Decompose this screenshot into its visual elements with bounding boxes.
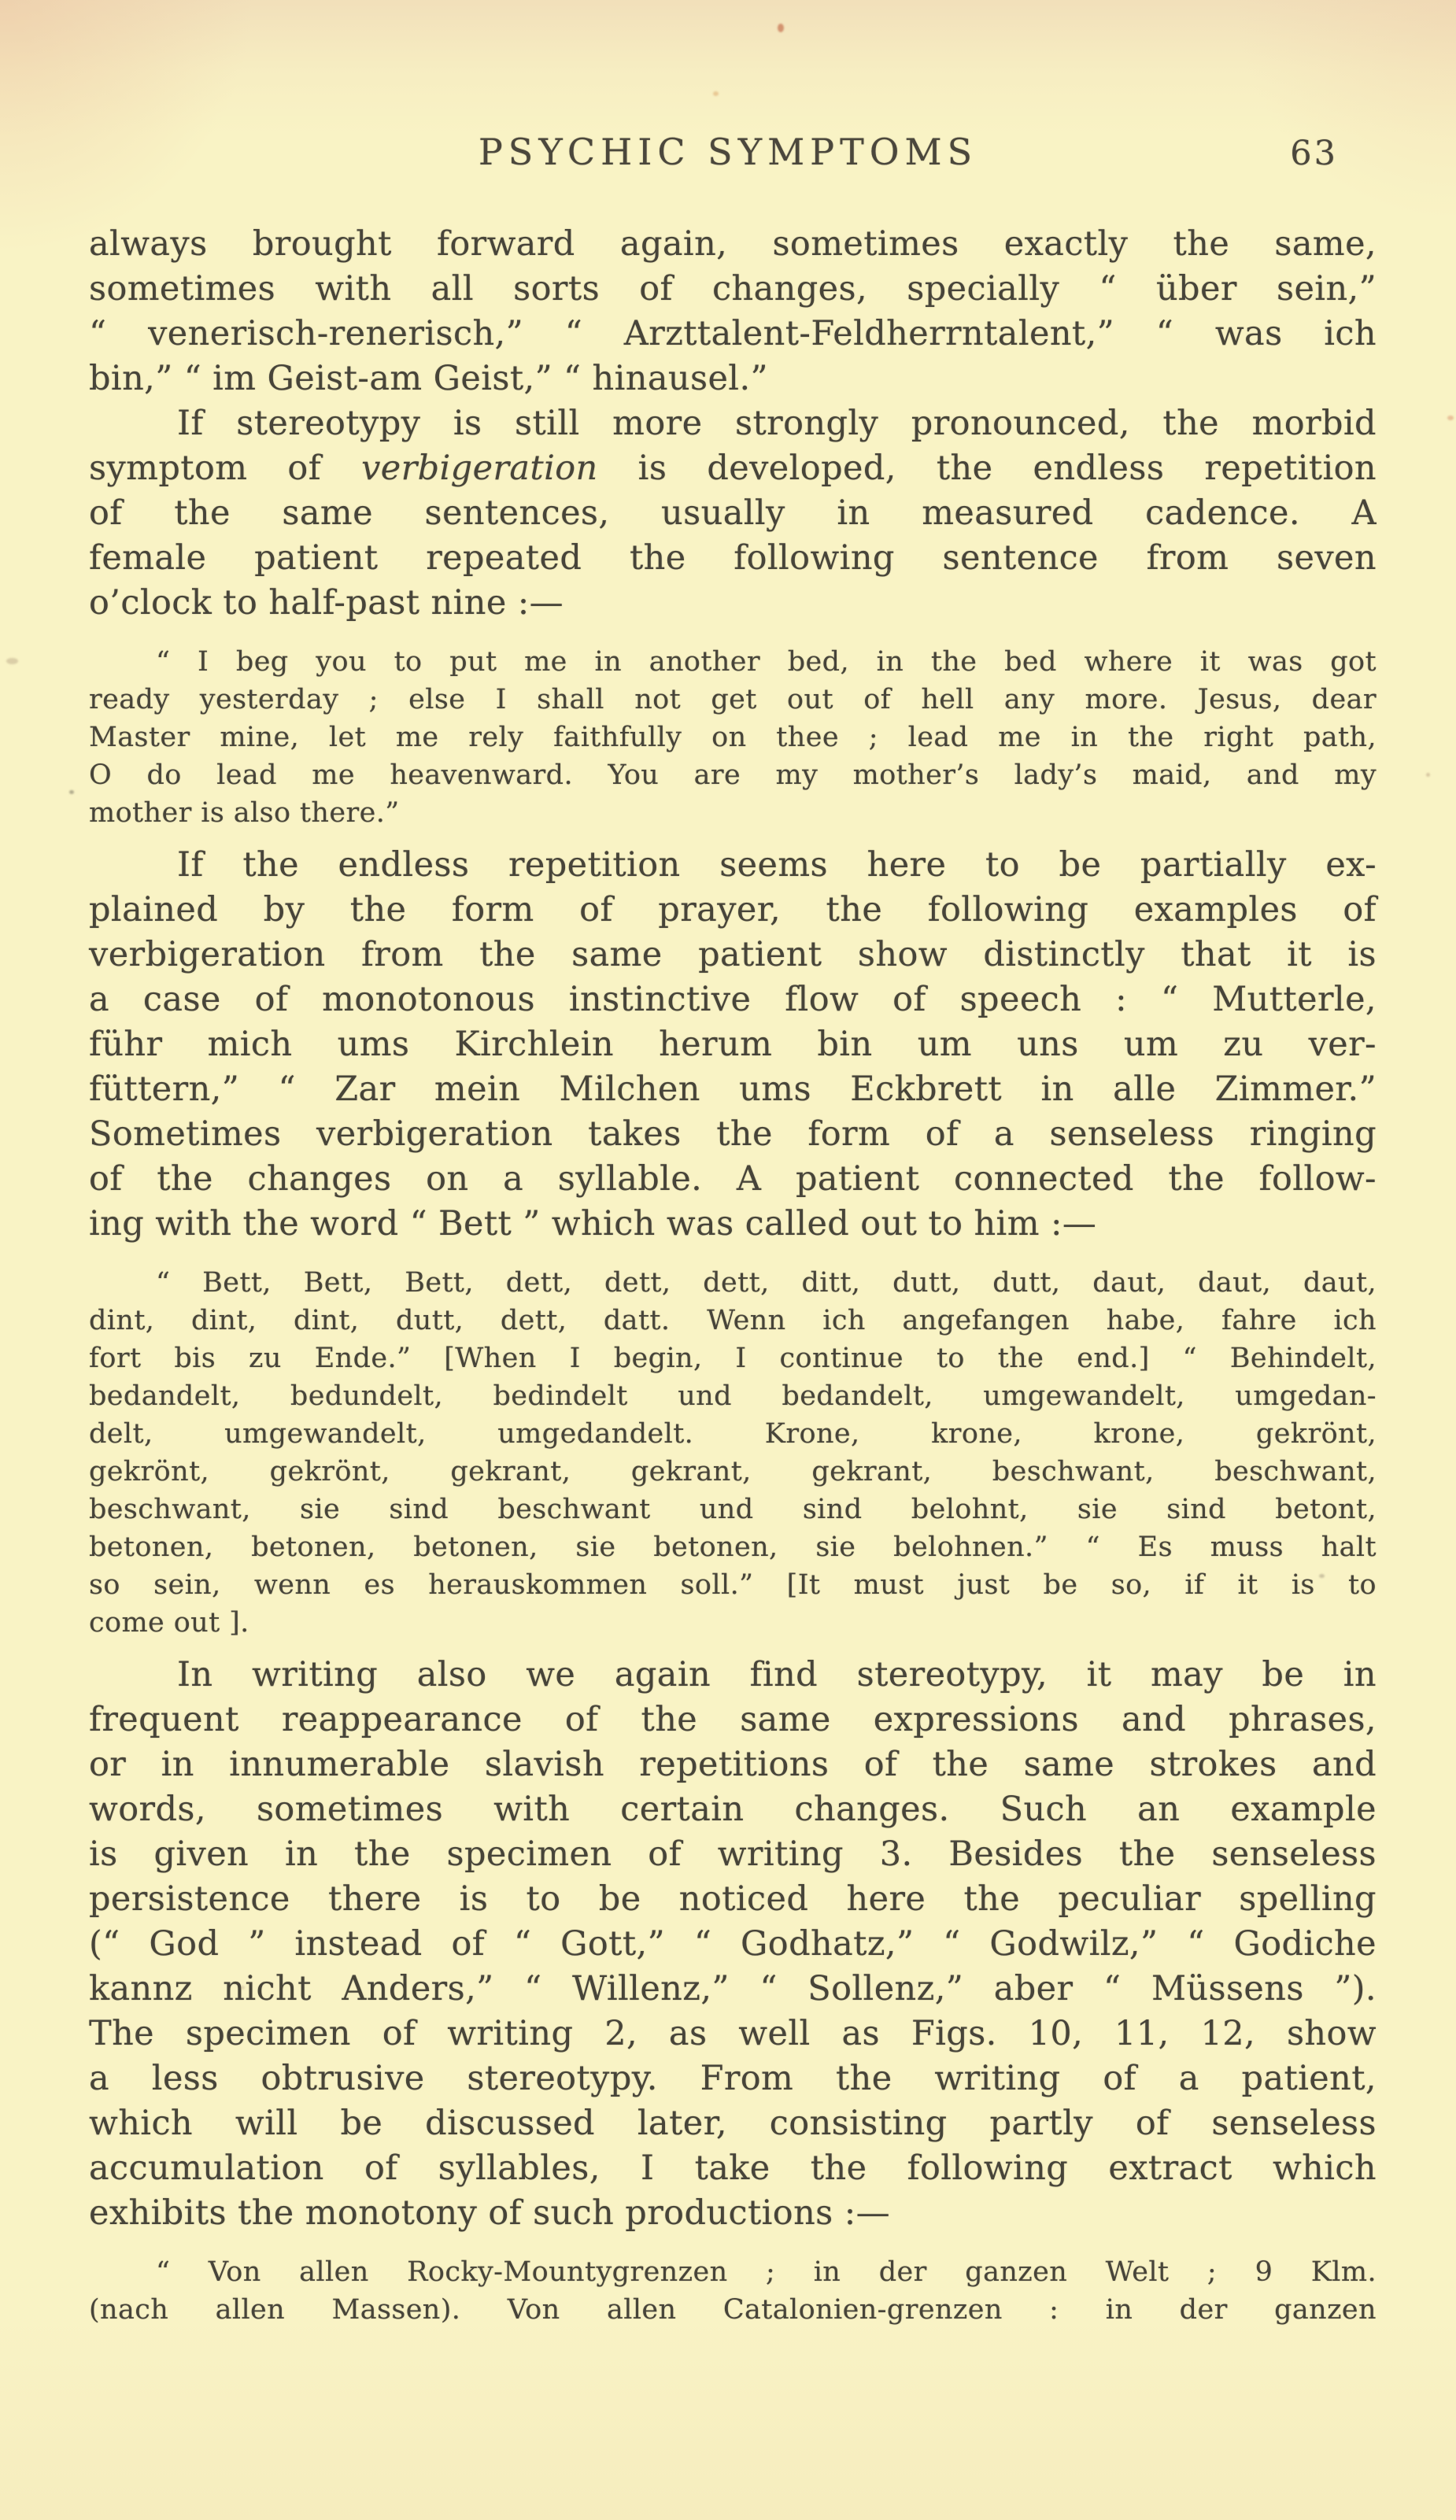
text-line: “ venerisch-renerisch,” “ Arzttalent-Feldherrntalent,” “ was ich bbox=[89, 314, 1377, 353]
text-line: betonen, betonen, betonen, sie betonen, sie belohnen.” “ Es muss halt bbox=[89, 1532, 1377, 1563]
paper-speck bbox=[1426, 773, 1430, 777]
paragraph bbox=[89, 643, 1377, 832]
text-line: If stereotypy is still more strongly pronounced, the morbid bbox=[177, 404, 1377, 443]
text-line: so sein, wenn es herauskommen soll.” [It must just be so, if it is to bbox=[89, 1569, 1377, 1601]
text-line: delt, umgewandelt, umgedandelt. Krone, krone, krone, gekrönt, bbox=[89, 1418, 1377, 1450]
paper-speck bbox=[69, 790, 74, 794]
page-number: 63 bbox=[1290, 134, 1338, 173]
text-line: female patient repeated the following sentence from seven bbox=[89, 538, 1377, 578]
text-line: a less obtrusive stereotypy. From the writing of a patient, bbox=[89, 2059, 1377, 2098]
paper-speck bbox=[1319, 1574, 1325, 1578]
text-line: beschwant, sie sind beschwant und sind belohnt, sie sind betont, bbox=[89, 1494, 1377, 1525]
text-line: The specimen of writing 2, as well as Figs. 10, 11, 12, show bbox=[89, 2014, 1377, 2053]
paper-speck bbox=[241, 1986, 245, 1990]
paper-speck bbox=[778, 24, 784, 32]
text-line: exhibits the monotony of such productions :— bbox=[89, 2193, 890, 2233]
text-line: gekrönt, gekrönt, gekrant, gekrant, gekrant, beschwant, beschwant, bbox=[89, 1456, 1377, 1487]
text-line: “ I beg you to put me in another bed, in the bed where it was got bbox=[156, 646, 1377, 678]
text-line: words, sometimes with certain changes. Such an example bbox=[89, 1790, 1377, 1829]
text-line: is given in the specimen of writing 3. Besides the senseless bbox=[89, 1835, 1377, 1874]
paper-speck bbox=[1447, 416, 1454, 420]
text-line: ready yesterday ; else I shall not get out of hell any more. Jesus, dear bbox=[89, 684, 1377, 715]
paper-speck bbox=[713, 91, 719, 96]
text-line: dint, dint, dint, dutt, dett, datt. Wenn ich angefangen habe, fahre ich bbox=[89, 1305, 1377, 1336]
text-line: o’clock to half-past nine :— bbox=[89, 583, 564, 623]
text-line: persistence there is to be noticed here the peculiar spelling bbox=[89, 1879, 1377, 1919]
text-line: “ Von allen Rocky-Mountygrenzen ; in der ganzen Welt ; 9 Klm. bbox=[156, 2256, 1377, 2288]
text-line: (nach allen Massen). Von allen Catalonien-grenzen : in der ganzen bbox=[89, 2294, 1377, 2326]
text-line: of the same sentences, usually in measured cadence. A bbox=[89, 493, 1377, 533]
running-title: PSYCHIC SYMPTOMS bbox=[478, 131, 978, 173]
text-line: come out ]. bbox=[89, 1607, 249, 1639]
text-line: which will be discussed later, consisting partly of senseless bbox=[89, 2104, 1377, 2143]
text-line: always brought forward again, sometimes exactly the same, bbox=[89, 224, 1377, 264]
paragraph bbox=[89, 1264, 1377, 1642]
text-line: füttern,” “ Zar mein Milchen ums Eckbrett in alle Zimmer.” bbox=[89, 1070, 1377, 1109]
italic-term: verbigeration bbox=[361, 449, 598, 488]
text-line: O do lead me heavenward. You are my mother’s lady’s maid, and my bbox=[89, 759, 1377, 791]
text-line: or in innumerable slavish repetitions of the same strokes and bbox=[89, 1745, 1377, 1784]
paragraph bbox=[89, 1653, 1377, 2236]
text-line: führ mich ums Kirchlein herum bin um uns um zu ver- bbox=[89, 1025, 1377, 1064]
text-line: mother is also there.” bbox=[89, 797, 400, 829]
text-line: sometimes with all sorts of changes, specially “ über sein,” bbox=[89, 269, 1377, 309]
text-line: Master mine, let me rely faithfully on thee ; lead me in the right path, bbox=[89, 722, 1377, 753]
text-line: kannz nicht Anders,” “ Willenz,” “ Sollenz,” aber “ Müssens ”). bbox=[89, 1969, 1377, 2008]
text-line: Sometimes verbigeration takes the form of a senseless ringing bbox=[89, 1114, 1377, 1154]
text-line: bedandelt, bedundelt, bedindelt und bedandelt, umgewandelt, umgedan- bbox=[89, 1380, 1377, 1412]
text-line: In writing also we again find stereotypy, it may be in bbox=[177, 1655, 1377, 1694]
paper-speck bbox=[6, 658, 18, 664]
text-line: bin,” “ im Geist-am Geist,” “ hinausel.” bbox=[89, 359, 768, 398]
paragraph bbox=[89, 843, 1377, 1247]
text-line: of the changes on a syllable. A patient connected the follow- bbox=[89, 1159, 1377, 1199]
text-line: accumulation of syllables, I take the following extract which bbox=[89, 2149, 1377, 2188]
paragraph bbox=[89, 222, 1377, 401]
text-line: ing with the word “ Bett ” which was called out to him :— bbox=[89, 1204, 1097, 1243]
text-line: plained by the form of prayer, the following examples of bbox=[89, 890, 1377, 929]
paragraph bbox=[89, 2253, 1377, 2329]
text-line: If the endless repetition seems here to be partially ex- bbox=[177, 845, 1377, 885]
text-line: frequent reappearance of the same expressions and phrases, bbox=[89, 1700, 1377, 1739]
paragraph bbox=[89, 401, 1377, 626]
text-line: (“ God ” instead of “ Gott,” “ Godhatz,” “ Godwilz,” “ Godiche bbox=[89, 1924, 1377, 1964]
text-line: symptom of verbigeration is developed, the endless repetition bbox=[89, 449, 1377, 488]
text-line: “ Bett, Bett, Bett, dett, dett, dett, ditt, dutt, dutt, daut, daut, daut, bbox=[156, 1267, 1377, 1299]
text-line: a case of monotonous instinctive flow of speech : “ Mutterle, bbox=[89, 980, 1377, 1019]
text-block bbox=[89, 222, 1377, 2340]
text-line: verbigeration from the same patient show distinctly that it is bbox=[89, 935, 1377, 974]
text-line: fort bis zu Ende.” [When I begin, I continue to the end.] “ Behindelt, bbox=[89, 1343, 1377, 1374]
